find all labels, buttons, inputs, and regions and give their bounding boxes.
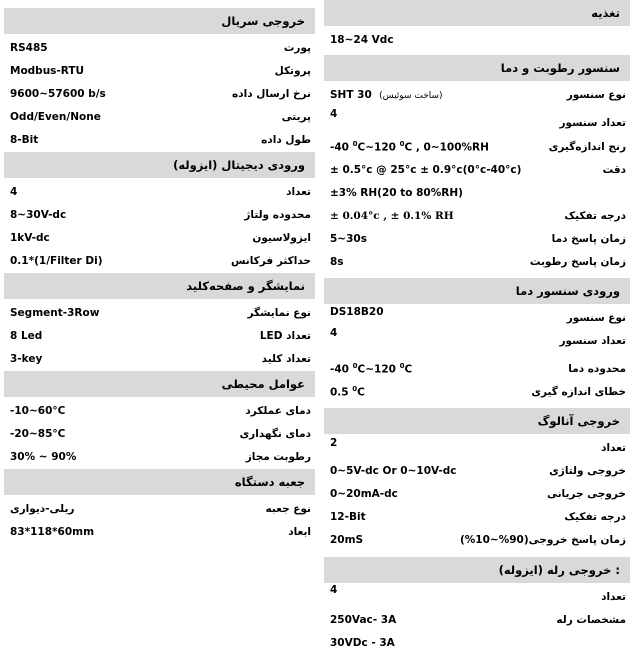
right-column <box>324 0 630 652</box>
spec-value: 4 <box>330 584 338 596</box>
section-header-display: نمایشگر و صفحه‌کلید <box>4 273 315 299</box>
section-header-digital-input: ورودی دیجیتال (ایزوله) <box>4 152 315 178</box>
spec-key: ایزولاسیون <box>252 232 311 244</box>
spec-row-rh-response <box>324 248 630 271</box>
spec-value: Segment-3Row <box>10 307 100 319</box>
spec-value: Modbus-RTU <box>10 65 85 77</box>
spec-row-analog-count <box>324 434 630 457</box>
spec-value: 8s <box>330 256 344 268</box>
spec-value: 5~30s <box>330 233 367 245</box>
spec-key: تعداد <box>601 591 626 603</box>
spec-value: 4 <box>330 327 338 339</box>
spec-value: 4 <box>10 186 18 198</box>
spec-row-max-frequency <box>4 247 315 270</box>
spec-row-protocol <box>4 57 315 80</box>
spec-value: -40 $^0$C~120 $^0$C , 0~100%RH <box>330 139 489 153</box>
spec-key: درجه تفکیک <box>564 210 626 222</box>
spec-row-led-count <box>4 322 315 345</box>
spec-value: 83*118*60mm <box>10 526 95 538</box>
spec-value: 1kV-dc <box>10 232 50 244</box>
spec-key: مشخصات رله <box>556 614 626 626</box>
spec-value: RS485 <box>10 42 48 54</box>
spec-value: 8 Led <box>10 330 43 342</box>
spec-key: دقت <box>602 164 626 176</box>
spec-key: زمان پاسخ خروجی(90%~10%) <box>459 534 626 546</box>
spec-key: نوع سنسور <box>566 89 626 101</box>
spec-key: تعداد سنسور <box>559 117 626 129</box>
spec-row-humidity <box>4 443 315 466</box>
spec-key: خطای اندازه گیری <box>531 386 626 398</box>
section-header-analog-output: خروجی آنالوگ <box>324 408 630 434</box>
section-header-serial: خروجی سریال <box>4 8 315 34</box>
spec-row-temp-sensor-type <box>324 304 630 327</box>
spec-key: زمان پاسخ رطوبت <box>529 256 626 268</box>
spec-value: 0.5 $^0$C <box>330 384 365 398</box>
spec-key: پریتی <box>281 111 311 123</box>
spec-row-accuracy-rh <box>324 179 630 202</box>
spec-row-baud-rate <box>4 80 315 103</box>
spec-value: -40 $^0$C~120 $^0$C <box>330 361 413 375</box>
spec-key: محدوده ولتاژ <box>244 209 311 221</box>
spec-row-sensor-count <box>324 104 630 132</box>
section-header-relay-output: خروجی رله (ایزوله) : <box>324 557 630 583</box>
spec-key: تعداد <box>286 186 311 198</box>
spec-row-display-type <box>4 299 315 322</box>
spec-value: 12-Bit <box>330 511 366 523</box>
spec-key: خروجی جریانی <box>546 488 626 500</box>
spec-key: پورت <box>283 42 311 54</box>
spec-row-operating-temp <box>4 397 315 420</box>
spec-value: 30VDc - 3A <box>330 637 395 649</box>
spec-value: -10~60°C <box>10 405 66 417</box>
section-header-environment: عوامل محیطی <box>4 371 315 397</box>
spec-key: طول داده <box>261 134 311 146</box>
spec-value: ± 0.04°c , ± 0.1% RH <box>330 210 454 222</box>
spec-key: رنج اندازه‌گیری <box>548 141 626 153</box>
spec-row-temp-range <box>324 350 630 378</box>
spec-row-port <box>4 34 315 57</box>
spec-key: خروجی ولتاژی <box>549 465 626 477</box>
spec-row-temp-response <box>324 225 630 248</box>
spec-key: پروتکل <box>274 65 311 77</box>
spec-value: DS18B20 <box>330 306 384 318</box>
spec-row-analog-response <box>324 526 630 549</box>
spec-value: 20mS <box>330 534 364 546</box>
spec-value: 30% ~ 90% <box>10 451 77 463</box>
spec-key: دمای عملکرد <box>245 405 311 417</box>
spec-row-temp-error <box>324 378 630 401</box>
spec-row-isolation <box>4 224 315 247</box>
spec-value: 4 <box>330 108 338 120</box>
spec-value: ±3% RH(20 to 80%RH) <box>330 187 463 199</box>
spec-row-relay-spec <box>324 606 630 629</box>
spec-row-range <box>324 132 630 156</box>
spec-row-dimensions <box>4 518 315 541</box>
section-header-humidity-sensor: سنسور رطوبت و دما <box>324 55 630 81</box>
section-header-enclosure: جعبه دستگاه <box>4 469 315 495</box>
spec-key: نوع جعبه <box>265 503 311 515</box>
spec-value: 0~20mA-dc <box>330 488 398 500</box>
spec-value: 8~30V-dc <box>10 209 67 221</box>
spec-key: تعداد سنسور <box>559 335 626 347</box>
spec-key: رطوبت مجاز <box>245 451 311 463</box>
spec-key: ابعاد <box>288 526 311 538</box>
spec-key: نوع نمایشگر <box>247 307 311 319</box>
section-header-power: تغذیه <box>324 0 630 26</box>
spec-row-power <box>324 26 630 49</box>
spec-row-sensor-type <box>324 81 630 104</box>
spec-row-resolution <box>324 202 630 225</box>
spec-value: 8-Bit <box>10 134 39 146</box>
spec-value: 0.1*(1/Filter Di) <box>10 255 103 267</box>
spec-key: تعداد کلید <box>261 353 311 365</box>
spec-row-analog-resolution <box>324 503 630 526</box>
spec-key: درجه تفکیک <box>564 511 626 523</box>
spec-row-key-count <box>4 345 315 368</box>
spec-value: 0~5V-dc Or 0~10V-dc <box>330 465 457 477</box>
spec-row-temp-sensor-count <box>324 327 630 350</box>
spec-key: نوع سنسور <box>566 312 626 324</box>
spec-key: دمای نگهداری <box>239 428 311 440</box>
spec-key: حداکثر فرکانس <box>230 255 311 267</box>
spec-row-di-count <box>4 178 315 201</box>
spec-row-accuracy <box>324 156 630 179</box>
spec-row-relay-count <box>324 583 630 606</box>
spec-value: 2 <box>330 437 338 449</box>
spec-value: -20~85°C <box>10 428 66 440</box>
spec-key: نرخ ارسال داده <box>232 88 311 100</box>
spec-value: 250Vac- 3A <box>330 614 397 626</box>
spec-key: زمان پاسخ دما <box>551 233 626 245</box>
spec-row-parity <box>4 103 315 126</box>
spec-row-enclosure-type <box>4 495 315 518</box>
spec-key: محدوده دما <box>568 363 626 375</box>
spec-value: SHT 30 (ساخت سوئیس) <box>330 89 443 101</box>
spec-value: 9600~57600 b/s <box>10 88 106 100</box>
spec-note: (ساخت سوئیس) <box>379 91 443 101</box>
left-column <box>4 8 315 541</box>
spec-value: ± 0.5°c @ 25°c ± 0.9°c(0°c-40°c) <box>330 164 522 176</box>
spec-value: Odd/Even/None <box>10 111 101 123</box>
spec-row-current-output <box>324 480 630 503</box>
section-header-temp-sensor: ورودی سنسور دما <box>324 278 630 304</box>
spec-key: تعداد <box>601 442 626 454</box>
spec-value: 3-key <box>10 353 43 365</box>
spec-row-data-length <box>4 126 315 149</box>
spec-value: ریلی-دیواری <box>10 503 75 515</box>
spec-row-storage-temp <box>4 420 315 443</box>
spec-key: تعداد LED <box>259 330 311 342</box>
spec-row-voltage-range <box>4 201 315 224</box>
spec-value: 18~24 Vdc <box>330 34 394 46</box>
spec-row-voltage-output <box>324 457 630 480</box>
spec-row-relay-spec-dc <box>324 629 630 652</box>
